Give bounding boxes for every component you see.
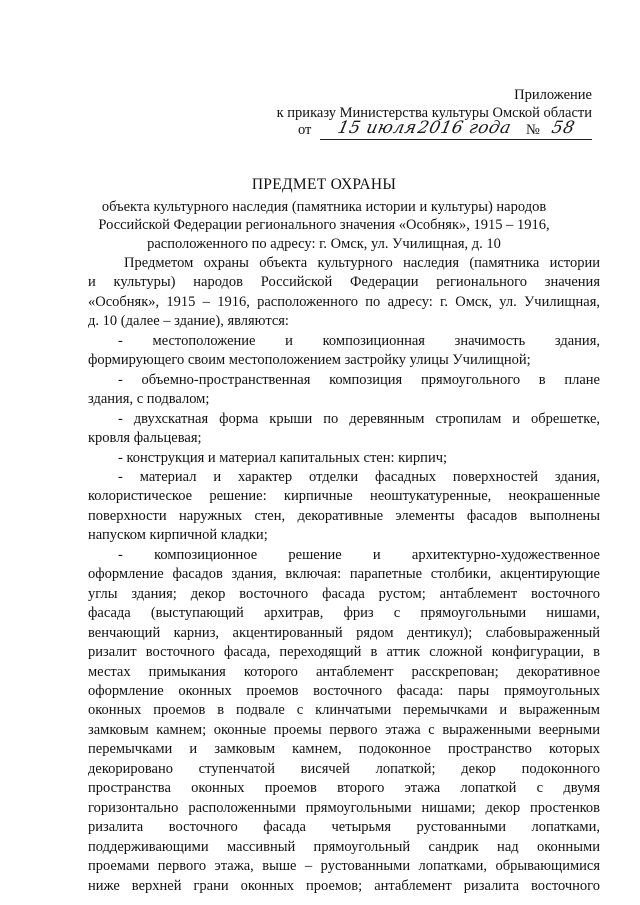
body-line: формирующего своим местоположением застройку улицы Училищной; xyxy=(88,352,531,369)
body-line: перемычками и замковым камнем, подоконное пространство которых xyxy=(88,741,600,758)
body-line: оформление фасадов здания, включая: парапетные столбики, акцентирующие xyxy=(88,566,600,583)
body-line: кровля фальцевая; xyxy=(88,430,202,447)
body-line: и культуры) народов Российской Федерации регионального значения xyxy=(88,274,600,291)
body-line: ризалит восточного фасада, переходящий в аттик сложной конфигурации, в xyxy=(88,644,600,661)
appendix-label: Приложение xyxy=(514,87,592,103)
body-line: оформление оконных проемов восточного фасада: пары прямоугольных xyxy=(88,682,600,699)
order-date-line xyxy=(282,118,592,142)
body-line: углы здания; декор восточного фасада рустом; антаблемент восточного xyxy=(88,585,600,602)
body-line: здания, с подвалом; xyxy=(88,391,210,408)
handwritten-number: 58 xyxy=(549,118,577,138)
body-line: - композиционное решение и архитектурно-художественное xyxy=(118,546,600,563)
body-line: напуском кирпичной кладки; xyxy=(88,527,268,544)
body-line: - объемно-пространственная композиция прямоугольного в плане xyxy=(118,371,600,388)
body-line: горизонтально расположенными прямоугольными нишами; декор простенков xyxy=(88,799,600,816)
body-line: ризалита восточного фасада четырьмя рустованными лопатками, xyxy=(88,819,600,836)
body-line: замковым камнем; оконные проемы первого этажа с выраженными веерными xyxy=(88,721,600,738)
body-line: ниже верхней грани оконных проемов; антаблемент ризалита восточного xyxy=(88,877,600,894)
body-line: - двухскатная форма крыши по деревянным стропилам и обрешетке, xyxy=(118,410,600,427)
document-title xyxy=(60,176,588,253)
body-line: венчающий карниз, акцентированный рядом дентикул); слабовыраженный xyxy=(88,624,600,641)
body-line: д. 10 (далее – здание), являются: xyxy=(88,313,289,330)
handwritten-year: 2016 года xyxy=(415,118,514,138)
number-sign: № xyxy=(526,122,540,138)
body-line: - материал и характер отделки фасадных поверхностей здания, xyxy=(118,468,600,485)
title-main: ПРЕДМЕТ ОХРАНЫ xyxy=(251,176,397,193)
title-line-1: объекта культурного наследия (памятника истории и культуры) народов xyxy=(101,198,547,215)
document-body xyxy=(88,254,600,896)
body-line: поддерживающими массивный прямоугольный сандрик над оконными xyxy=(88,838,600,855)
body-line: - местоположение и композиционная значимость здания, xyxy=(118,332,600,349)
body-line: пространства оконных проемов второго этажа лопаткой с двумя xyxy=(88,780,600,797)
body-line: фасада (выступающий архитрав, фриз с прямоугольными нишами, xyxy=(88,605,600,622)
body-line: местах примыкания которого антаблемент расскрепован; декоративное xyxy=(88,663,600,680)
from-label: от xyxy=(298,122,312,138)
body-line: Предметом охраны объекта культурного наследия (памятника истории xyxy=(124,255,600,271)
body-line: поверхности наружных стен, декоративные элементы фасадов выполнены xyxy=(88,507,600,524)
body-line: проемами первого этажа, выше – рустованными лопатками, обрывающимися xyxy=(88,858,600,875)
title-line-3: расположенного по адресу: г. Омск, ул. Училищная, д. 10 xyxy=(147,235,501,252)
body-line: декорировано ступенчатой висячей лопаткой; декор подоконного xyxy=(88,760,600,777)
title-line-2: Российской Федерации регионального значения «Особняк», 1915 – 1916, xyxy=(98,217,550,233)
body-line: колористическое решение: кирпичные неоштукатуренные, неокрашенные xyxy=(88,488,600,505)
body-line: оконных проемов в подвале с клинчатыми перемычками и выраженным xyxy=(88,702,600,719)
body-line: «Особняк», 1915 – 1916, расположенного по адресу: г. Омск, ул. Училищная, xyxy=(88,293,600,310)
order-reference: к приказу Министерства культуры Омской области xyxy=(276,105,592,121)
signature-underline xyxy=(320,139,592,140)
handwritten-date: 15 июля xyxy=(335,118,419,138)
body-line: - конструкция и материал капитальных стен: кирпич; xyxy=(118,449,448,466)
